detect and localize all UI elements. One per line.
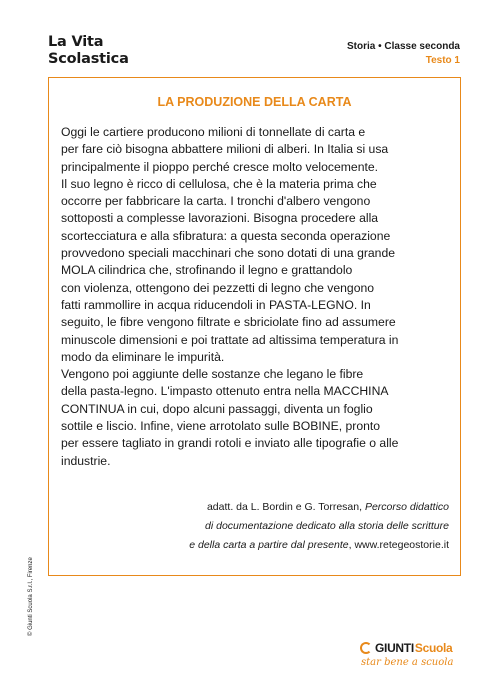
article-line: per essere tagliato in grandi rotoli e inviato alle tipografie o alle bbox=[61, 436, 399, 451]
article-line: modo da eliminare le impurità. bbox=[61, 349, 225, 364]
article-line: CONTINUA in cui, dopo alcuni passaggi, diventa un foglio bbox=[61, 401, 373, 416]
credit-website: , www.retegeostorie.it bbox=[348, 539, 449, 551]
article-line: minuscole dimensioni e poi trattate ad altissima temperatura in bbox=[61, 332, 399, 347]
credit-work-title-1: Percorso didattico bbox=[364, 501, 449, 513]
article-line: Vengono poi aggiunte delle sostanze che legano le fibre bbox=[61, 367, 364, 382]
magazine-logo bbox=[48, 34, 129, 67]
article-line: Il suo legno è ricco di cellulosa, che è la materia prima che bbox=[61, 176, 377, 191]
logo-line-1: La Vita bbox=[48, 34, 104, 50]
publisher-logo bbox=[360, 641, 460, 668]
article-line: scortecciatura e alla sfibratura: a questa seconda operazione bbox=[61, 228, 391, 243]
subject-label: Storia • Classe seconda bbox=[347, 41, 460, 52]
credit-authors: adatt. da L. Bordin e G. Torresan, bbox=[206, 501, 365, 513]
credit-line-3 bbox=[189, 536, 449, 555]
logo-line-2: Scolastica bbox=[48, 51, 129, 67]
article-line: Oggi le cartiere producono milioni di tonnellate di carta e bbox=[61, 125, 366, 139]
brand-giunti: GIUNTI bbox=[375, 641, 414, 655]
brand-scuola: Scuola bbox=[414, 641, 453, 655]
credit-line-1 bbox=[189, 498, 449, 517]
copyright-notice: © Giunti Scuola S.r.l., Firenze bbox=[28, 557, 34, 636]
article-frame bbox=[48, 77, 461, 576]
article-line: seguito, le fibre vengono filtrate e sbriciolate fino ad assumere bbox=[61, 315, 396, 330]
article-line: sottoposti a complesse lavorazioni. Bisogna procedere alla bbox=[61, 211, 379, 226]
article-line: occorre per fabbricare la carta. I tronchi d'albero vengono bbox=[61, 194, 371, 209]
article-body bbox=[61, 124, 448, 470]
credit-line-2 bbox=[189, 517, 449, 536]
article-line: sottile e liscio. Infine, viene arrotolato sulle BOBINE, pronto bbox=[61, 419, 381, 434]
header-info bbox=[347, 40, 460, 68]
article-line: principalmente il pioppo perché cresce molto velocemente. bbox=[61, 159, 379, 174]
article-line: industrie. bbox=[61, 453, 111, 468]
article-line: MOLA cilindrica che, strofinando il legno e grattandolo bbox=[61, 263, 353, 278]
source-credit bbox=[189, 498, 449, 555]
article-title: LA PRODUZIONE DELLA CARTA bbox=[157, 95, 352, 109]
credit-work-title-3: e della carta a partire dal presente bbox=[189, 539, 349, 551]
article-line: fatti rammollire in acqua riducendoli in PASTA-LEGNO. In bbox=[61, 297, 371, 312]
publisher-tagline: star bene a scuola bbox=[361, 657, 454, 668]
article-line: provvedono speciali macchinari che sono dotati di una grande bbox=[61, 246, 396, 261]
article-line: con violenza, ottengono dei pezzetti di legno che vengono bbox=[61, 280, 375, 295]
publisher-name bbox=[360, 641, 460, 655]
text-number-label: Testo 1 bbox=[425, 55, 460, 66]
giunti-g-icon bbox=[360, 642, 372, 654]
article-line: per fare ciò bisogna abbattere milioni di alberi. In Italia si usa bbox=[61, 142, 389, 157]
article-line: della pasta-legno. L'impasto ottenuto entra nella MACCHINA bbox=[61, 384, 389, 399]
credit-work-title-2: di documentazione dedicato alla storia delle scritture bbox=[205, 520, 449, 532]
